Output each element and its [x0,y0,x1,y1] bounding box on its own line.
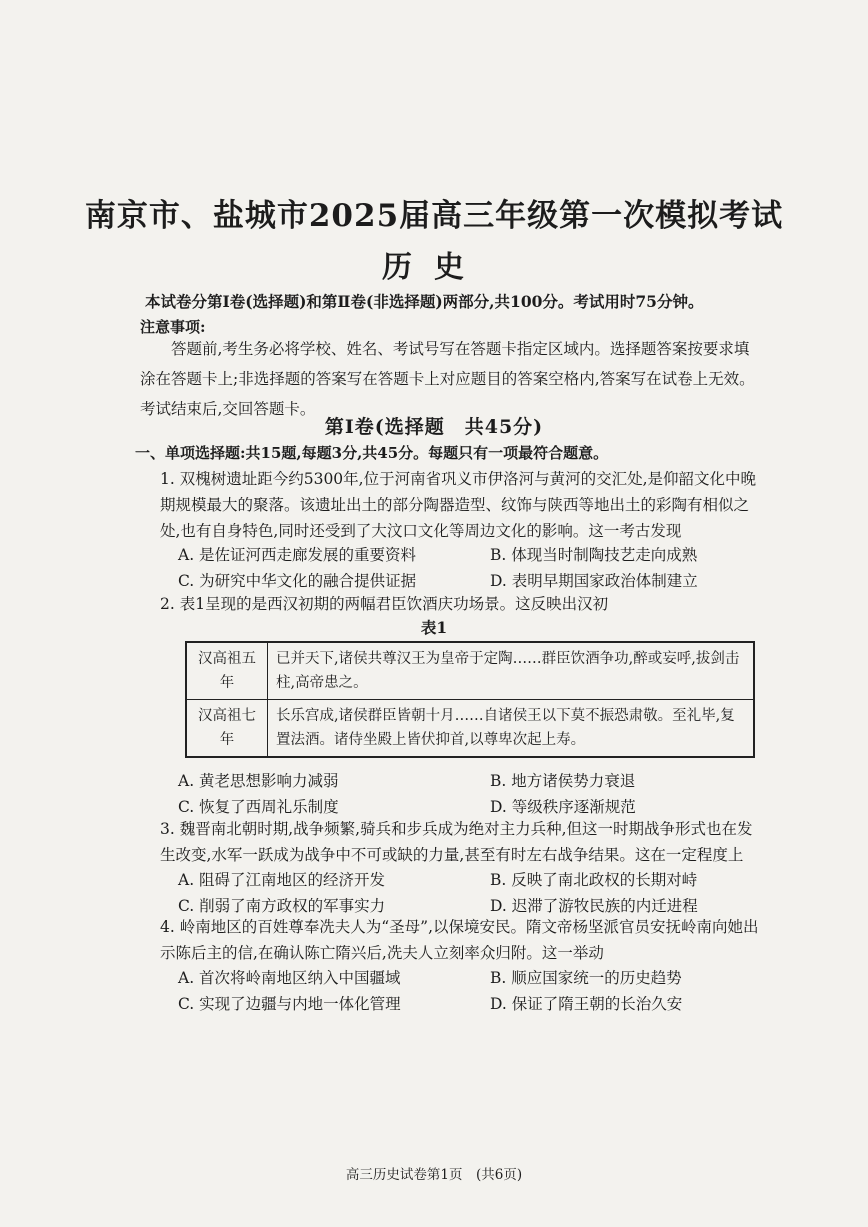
option-d: D. 等级秩序逐渐规范 [490,798,636,816]
table-caption: 表1 [420,618,448,637]
question-4-options [178,966,768,1018]
option-b: B. 体现当时制陶技艺走向成熟 [490,546,698,564]
option-d: D. 迟滞了游牧民族的内迁进程 [490,897,698,915]
table-cell-key: 汉高祖七年 [186,700,268,758]
page-footer: 高三历史试卷第1页 (共6页) [345,1167,523,1183]
option-c: C. 削弱了南方政权的军事实力 [178,897,386,915]
table-cell-value: 长乐宫成,诸侯群臣皆朝十月……自诸侯王以下莫不振恐肃敬。至礼毕,复置法酒。诸侍坐殿上皆伏抑首,以尊卑次起上寿。 [268,700,755,758]
option-d: D. 保证了隋王朝的长治久安 [490,995,683,1013]
notice-text: 答题前,考生务必将学校、姓名、考试号写在答题卡指定区域内。选择题答案按要求填涂在答题卡上;非选择题的答案写在答题卡上对应题目的答案空格内,答案写在试卷上无效。考试结束后,交回答题卡。 [140,340,755,418]
option-c: C. 恢复了西周礼乐制度 [178,798,339,816]
exam-intro: 本试卷分第Ⅰ卷(选择题)和第Ⅱ卷(非选择题)两部分,共100分。考试用时75分钟。 [145,292,704,311]
option-d: D. 表明早期国家政治体制建立 [490,572,698,590]
subject-heading: 历史 [382,250,486,285]
option-b: B. 顺应国家统一的历史趋势 [490,969,682,987]
table-1 [185,641,755,758]
option-a: A. 首次将岭南地区纳入中国疆域 [178,969,401,987]
notice-heading: 注意事项: [140,318,206,336]
option-a: A. 黄老思想影响力减弱 [178,772,339,790]
question-4-stem: 4. 岭南地区的百姓尊奉冼夫人为“圣母”,以保境安民。隋文帝杨坚派官员安抚岭南向她出示陈后主的信,在确认陈亡隋兴后,冼夫人立刻率众归附。这一举动 [160,918,759,962]
table-cell-value: 已并天下,诸侯共尊汉王为皇帝于定陶……群臣饮酒争功,醉或妄呼,拔剑击柱,高帝患之。 [268,642,755,700]
question-1-stem: 1. 双槐树遗址距今约5300年,位于河南省巩义市伊洛河与黄河的交汇处,是仰韶文化中晚期规模最大的聚落。该遗址出土的部分陶器造型、纹饰与陕西等地出土的彩陶有相似之处,也有自身特色,同时还受到了大汶口文化等周边文化的影响。这一考古发现 [160,470,757,540]
part-heading: 一、单项选择题:共15题,每题3分,共45分。每题只有一项最符合题意。 [135,444,609,462]
table-cell-key: 汉高祖五年 [186,642,268,700]
exam-title: 南京市、盐城市2025届高三年级第一次模拟考试 [84,198,784,234]
option-b: B. 地方诸侯势力衰退 [490,772,636,790]
section-title: 第Ⅰ卷(选择题 共45分) [324,416,544,438]
option-b: B. 反映了南北政权的长期对峙 [490,871,698,889]
option-c: C. 为研究中华文化的融合提供证据 [178,572,417,590]
table-row [186,700,754,758]
question-3-options [178,868,768,920]
option-a: A. 是佐证河西走廊发展的重要资料 [178,546,417,564]
question-3-stem: 3. 魏晋南北朝时期,战争频繁,骑兵和步兵成为绝对主力兵种,但这一时期战争形式也在发生改变,水军一跃成为战争中不可或缺的力量,甚至有时左右战争结果。这在一定程度上 [160,820,753,864]
option-c: C. 实现了边疆与内地一体化管理 [178,995,401,1013]
table-row [186,642,754,700]
option-a: A. 阻碍了江南地区的经济开发 [178,871,386,889]
question-2-stem: 2. 表1呈现的是西汉初期的两幅君臣饮酒庆功场景。这反映出汉初 [160,595,609,613]
question-2-options [178,769,768,821]
question-1-options [178,543,768,595]
